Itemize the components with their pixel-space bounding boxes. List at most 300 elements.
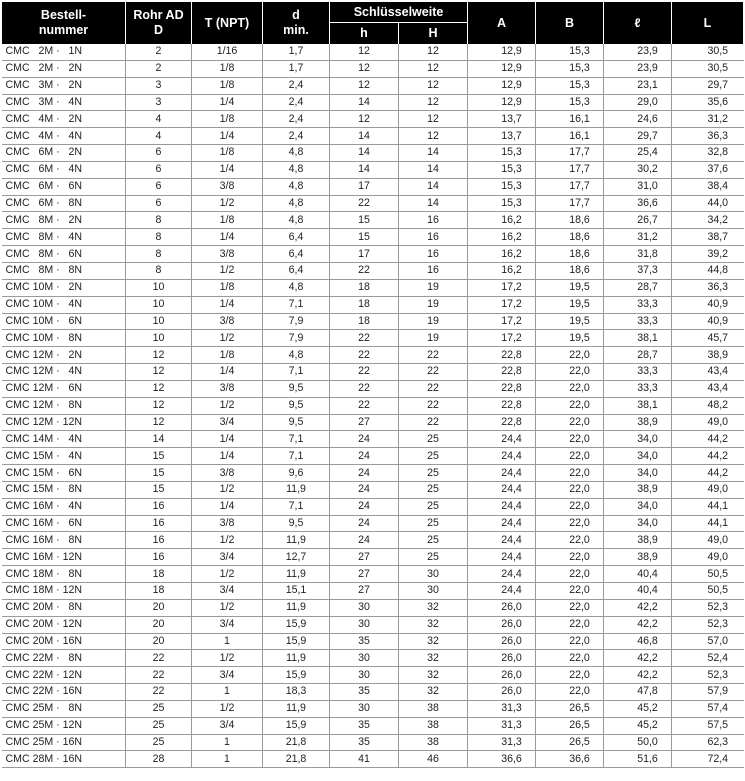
cell-a: 12,9 bbox=[468, 94, 536, 111]
cell-h-big: 22 bbox=[399, 364, 468, 381]
cell-t-npt: 3/4 bbox=[192, 717, 263, 734]
cell-t-npt: 3/4 bbox=[192, 667, 263, 684]
cell-d-min: 9,5 bbox=[263, 380, 330, 397]
cell-h-small: 30 bbox=[330, 616, 399, 633]
cell-rohr-ad: 6 bbox=[126, 161, 192, 178]
cell-l: 38,7 bbox=[672, 229, 744, 246]
table-row bbox=[2, 481, 744, 498]
table-row bbox=[2, 380, 744, 397]
cell-rohr-ad: 25 bbox=[126, 700, 192, 717]
cell-a: 22,8 bbox=[468, 364, 536, 381]
cell-l: 32,8 bbox=[672, 145, 744, 162]
cell-b: 26,5 bbox=[536, 717, 604, 734]
cell-a: 22,8 bbox=[468, 414, 536, 431]
cell-d-min: 21,8 bbox=[263, 751, 330, 768]
cell-a: 31,3 bbox=[468, 700, 536, 717]
cell-rohr-ad: 22 bbox=[126, 650, 192, 667]
cell-b: 17,7 bbox=[536, 195, 604, 212]
cell-h-big: 38 bbox=[399, 734, 468, 751]
cell-t-npt: 1/2 bbox=[192, 481, 263, 498]
table-row bbox=[2, 650, 744, 667]
cell-d-min: 2,4 bbox=[263, 77, 330, 94]
cell-d-min: 2,4 bbox=[263, 128, 330, 145]
cell-h-big: 14 bbox=[399, 145, 468, 162]
cell-ell: 29,0 bbox=[604, 94, 672, 111]
cell-d-min: 9,5 bbox=[263, 414, 330, 431]
cell-t-npt: 3/4 bbox=[192, 583, 263, 600]
cell-a: 16,2 bbox=[468, 246, 536, 263]
cell-b: 19,5 bbox=[536, 296, 604, 313]
cell-a: 24,4 bbox=[468, 566, 536, 583]
cell-a: 15,3 bbox=[468, 145, 536, 162]
cell-d-min: 11,9 bbox=[263, 650, 330, 667]
cell-bestellnummer: CMC 8M · 8N bbox=[2, 262, 126, 279]
cell-h-big: 12 bbox=[399, 44, 468, 60]
cell-a: 24,4 bbox=[468, 448, 536, 465]
cell-t-npt: 1/4 bbox=[192, 161, 263, 178]
cell-l: 44,1 bbox=[672, 515, 744, 532]
cell-ell: 42,2 bbox=[604, 650, 672, 667]
cell-bestellnummer: CMC 3M · 4N bbox=[2, 94, 126, 111]
cell-rohr-ad: 8 bbox=[126, 262, 192, 279]
header-d-line2: min. bbox=[283, 23, 309, 37]
table-row bbox=[2, 532, 744, 549]
cell-rohr-ad: 28 bbox=[126, 751, 192, 768]
cell-t-npt: 1/2 bbox=[192, 262, 263, 279]
cell-t-npt: 1/2 bbox=[192, 532, 263, 549]
cell-l: 38,9 bbox=[672, 347, 744, 364]
header-d-min bbox=[263, 2, 330, 44]
cell-b: 22,0 bbox=[536, 616, 604, 633]
cell-bestellnummer: CMC 4M · 4N bbox=[2, 128, 126, 145]
cell-h-small: 22 bbox=[330, 397, 399, 414]
cell-rohr-ad: 4 bbox=[126, 128, 192, 145]
cell-t-npt: 1/8 bbox=[192, 111, 263, 128]
cell-bestellnummer: CMC 12M · 8N bbox=[2, 397, 126, 414]
cell-ell: 34,0 bbox=[604, 448, 672, 465]
cell-a: 17,2 bbox=[468, 313, 536, 330]
cell-l: 38,4 bbox=[672, 178, 744, 195]
cell-bestellnummer: CMC 12M · 6N bbox=[2, 380, 126, 397]
cell-h-big: 19 bbox=[399, 330, 468, 347]
cell-rohr-ad: 6 bbox=[126, 195, 192, 212]
cell-t-npt: 1/16 bbox=[192, 44, 263, 60]
header-schluesselweite: Schlüsselweite bbox=[330, 2, 468, 23]
cell-h-small: 12 bbox=[330, 44, 399, 60]
cell-bestellnummer: CMC 14M · 4N bbox=[2, 431, 126, 448]
cell-t-npt: 1/4 bbox=[192, 364, 263, 381]
cell-h-small: 15 bbox=[330, 212, 399, 229]
cell-a: 26,0 bbox=[468, 599, 536, 616]
cell-h-small: 14 bbox=[330, 94, 399, 111]
table-row bbox=[2, 279, 744, 296]
cell-l: 52,4 bbox=[672, 650, 744, 667]
cell-t-npt: 1/2 bbox=[192, 650, 263, 667]
cell-rohr-ad: 2 bbox=[126, 60, 192, 77]
table-row bbox=[2, 60, 744, 77]
cell-t-npt: 3/8 bbox=[192, 380, 263, 397]
cell-bestellnummer: CMC 12M · 4N bbox=[2, 364, 126, 381]
cell-b: 19,5 bbox=[536, 313, 604, 330]
cell-a: 13,7 bbox=[468, 128, 536, 145]
cell-h-big: 32 bbox=[399, 650, 468, 667]
cell-a: 26,0 bbox=[468, 616, 536, 633]
cell-d-min: 15,9 bbox=[263, 667, 330, 684]
cell-ell: 29,7 bbox=[604, 128, 672, 145]
cell-rohr-ad: 22 bbox=[126, 684, 192, 701]
cell-a: 17,2 bbox=[468, 279, 536, 296]
cell-h-big: 22 bbox=[399, 347, 468, 364]
cell-rohr-ad: 10 bbox=[126, 296, 192, 313]
cell-bestellnummer: CMC 2M · 2N bbox=[2, 60, 126, 77]
cell-h-big: 25 bbox=[399, 498, 468, 515]
cell-ell: 26,7 bbox=[604, 212, 672, 229]
cell-b: 22,0 bbox=[536, 347, 604, 364]
cell-d-min: 18,3 bbox=[263, 684, 330, 701]
cell-b: 18,6 bbox=[536, 229, 604, 246]
cell-rohr-ad: 12 bbox=[126, 380, 192, 397]
table-row bbox=[2, 599, 744, 616]
cell-h-big: 25 bbox=[399, 481, 468, 498]
cell-d-min: 2,4 bbox=[263, 94, 330, 111]
cell-l: 36,3 bbox=[672, 279, 744, 296]
cell-a: 24,4 bbox=[468, 515, 536, 532]
cell-h-big: 32 bbox=[399, 684, 468, 701]
cell-b: 17,7 bbox=[536, 161, 604, 178]
cell-l: 49,0 bbox=[672, 549, 744, 566]
cell-t-npt: 1/8 bbox=[192, 279, 263, 296]
cell-l: 43,4 bbox=[672, 364, 744, 381]
cell-t-npt: 1/8 bbox=[192, 60, 263, 77]
cell-d-min: 9,5 bbox=[263, 515, 330, 532]
cell-a: 24,4 bbox=[468, 549, 536, 566]
cell-h-big: 14 bbox=[399, 161, 468, 178]
cell-t-npt: 3/8 bbox=[192, 465, 263, 482]
table-row bbox=[2, 583, 744, 600]
cell-ell: 42,2 bbox=[604, 616, 672, 633]
cell-h-small: 12 bbox=[330, 111, 399, 128]
cell-b: 15,3 bbox=[536, 77, 604, 94]
cell-a: 24,4 bbox=[468, 481, 536, 498]
cell-t-npt: 1/4 bbox=[192, 229, 263, 246]
cell-h-big: 22 bbox=[399, 414, 468, 431]
cell-t-npt: 3/8 bbox=[192, 178, 263, 195]
table-row bbox=[2, 751, 744, 768]
cell-a: 22,8 bbox=[468, 380, 536, 397]
cell-d-min: 6,4 bbox=[263, 229, 330, 246]
cell-t-npt: 1 bbox=[192, 751, 263, 768]
cell-l: 57,9 bbox=[672, 684, 744, 701]
cell-a: 36,6 bbox=[468, 751, 536, 768]
cell-bestellnummer: CMC 20M · 16N bbox=[2, 633, 126, 650]
cell-a: 26,0 bbox=[468, 633, 536, 650]
header-d-line1: d bbox=[292, 8, 300, 22]
cell-d-min: 15,9 bbox=[263, 616, 330, 633]
cell-h-big: 32 bbox=[399, 667, 468, 684]
table-row bbox=[2, 616, 744, 633]
cell-b: 22,0 bbox=[536, 549, 604, 566]
header-t-npt: T (NPT) bbox=[192, 2, 263, 44]
cell-l: 31,2 bbox=[672, 111, 744, 128]
table-row bbox=[2, 246, 744, 263]
cell-a: 26,0 bbox=[468, 684, 536, 701]
cell-t-npt: 3/4 bbox=[192, 549, 263, 566]
cell-l: 44,8 bbox=[672, 262, 744, 279]
cell-h-small: 24 bbox=[330, 481, 399, 498]
header-ell: ℓ bbox=[604, 2, 672, 44]
cell-rohr-ad: 18 bbox=[126, 583, 192, 600]
cell-d-min: 7,1 bbox=[263, 364, 330, 381]
header-h-big: H bbox=[399, 23, 468, 45]
table-row bbox=[2, 77, 744, 94]
cell-ell: 37,3 bbox=[604, 262, 672, 279]
cell-ell: 30,2 bbox=[604, 161, 672, 178]
cell-d-min: 7,1 bbox=[263, 498, 330, 515]
table-row bbox=[2, 229, 744, 246]
cell-h-small: 24 bbox=[330, 515, 399, 532]
cell-bestellnummer: CMC 6M · 8N bbox=[2, 195, 126, 212]
cell-h-big: 25 bbox=[399, 465, 468, 482]
cell-rohr-ad: 20 bbox=[126, 633, 192, 650]
cell-h-small: 15 bbox=[330, 229, 399, 246]
cell-a: 16,2 bbox=[468, 229, 536, 246]
cell-l: 43,4 bbox=[672, 380, 744, 397]
cell-h-small: 27 bbox=[330, 414, 399, 431]
table-row bbox=[2, 94, 744, 111]
cell-ell: 42,2 bbox=[604, 667, 672, 684]
cell-rohr-ad: 12 bbox=[126, 414, 192, 431]
cell-h-small: 30 bbox=[330, 667, 399, 684]
cell-d-min: 11,9 bbox=[263, 599, 330, 616]
cell-h-big: 32 bbox=[399, 633, 468, 650]
cell-h-small: 18 bbox=[330, 313, 399, 330]
cell-ell: 31,8 bbox=[604, 246, 672, 263]
dimension-table-container bbox=[1, 2, 743, 768]
cell-rohr-ad: 15 bbox=[126, 448, 192, 465]
table-row bbox=[2, 347, 744, 364]
cell-ell: 45,2 bbox=[604, 700, 672, 717]
table-row bbox=[2, 549, 744, 566]
cell-ell: 34,0 bbox=[604, 498, 672, 515]
cell-b: 22,0 bbox=[536, 532, 604, 549]
cell-b: 18,6 bbox=[536, 246, 604, 263]
cell-d-min: 12,7 bbox=[263, 549, 330, 566]
header-b: B bbox=[536, 2, 604, 44]
cell-ell: 25,4 bbox=[604, 145, 672, 162]
cell-b: 22,0 bbox=[536, 515, 604, 532]
cell-t-npt: 1 bbox=[192, 734, 263, 751]
cell-t-npt: 1/2 bbox=[192, 566, 263, 583]
cell-h-small: 22 bbox=[330, 262, 399, 279]
cell-rohr-ad: 20 bbox=[126, 599, 192, 616]
cell-a: 15,3 bbox=[468, 195, 536, 212]
cell-bestellnummer: CMC 25M · 16N bbox=[2, 734, 126, 751]
cell-ell: 40,4 bbox=[604, 566, 672, 583]
cell-d-min: 4,8 bbox=[263, 195, 330, 212]
cell-a: 13,7 bbox=[468, 111, 536, 128]
cell-l: 40,9 bbox=[672, 296, 744, 313]
cell-b: 22,0 bbox=[536, 481, 604, 498]
cell-h-big: 14 bbox=[399, 178, 468, 195]
cell-h-big: 38 bbox=[399, 700, 468, 717]
cell-a: 12,9 bbox=[468, 60, 536, 77]
cell-ell: 33,3 bbox=[604, 364, 672, 381]
cell-h-big: 12 bbox=[399, 77, 468, 94]
cell-ell: 38,9 bbox=[604, 549, 672, 566]
cell-a: 31,3 bbox=[468, 734, 536, 751]
cell-b: 19,5 bbox=[536, 330, 604, 347]
cell-h-big: 19 bbox=[399, 313, 468, 330]
cell-d-min: 15,1 bbox=[263, 583, 330, 600]
cell-b: 22,0 bbox=[536, 599, 604, 616]
cell-bestellnummer: CMC 3M · 2N bbox=[2, 77, 126, 94]
cell-d-min: 4,8 bbox=[263, 279, 330, 296]
cell-h-big: 22 bbox=[399, 397, 468, 414]
cell-bestellnummer: CMC 10M · 4N bbox=[2, 296, 126, 313]
cell-a: 17,2 bbox=[468, 330, 536, 347]
cell-bestellnummer: CMC 15M · 4N bbox=[2, 448, 126, 465]
cell-t-npt: 1/4 bbox=[192, 94, 263, 111]
cell-l: 30,5 bbox=[672, 60, 744, 77]
cell-t-npt: 1/8 bbox=[192, 77, 263, 94]
cell-t-npt: 1/4 bbox=[192, 448, 263, 465]
cell-l: 44,2 bbox=[672, 431, 744, 448]
cell-a: 26,0 bbox=[468, 667, 536, 684]
cell-rohr-ad: 8 bbox=[126, 246, 192, 263]
cell-h-small: 24 bbox=[330, 532, 399, 549]
table-row bbox=[2, 161, 744, 178]
cell-l: 48,2 bbox=[672, 397, 744, 414]
cell-t-npt: 1/4 bbox=[192, 431, 263, 448]
table-row bbox=[2, 515, 744, 532]
cell-rohr-ad: 15 bbox=[126, 465, 192, 482]
cell-b: 16,1 bbox=[536, 111, 604, 128]
cell-l: 39,2 bbox=[672, 246, 744, 263]
cell-ell: 42,2 bbox=[604, 599, 672, 616]
cell-ell: 38,9 bbox=[604, 532, 672, 549]
table-row bbox=[2, 717, 744, 734]
cell-h-big: 38 bbox=[399, 717, 468, 734]
cell-l: 52,3 bbox=[672, 616, 744, 633]
table-row bbox=[2, 44, 744, 60]
table-row bbox=[2, 145, 744, 162]
cell-bestellnummer: CMC 8M · 6N bbox=[2, 246, 126, 263]
cell-d-min: 6,4 bbox=[263, 246, 330, 263]
cell-bestellnummer: CMC 16M · 4N bbox=[2, 498, 126, 515]
cell-b: 22,0 bbox=[536, 380, 604, 397]
cell-t-npt: 1/4 bbox=[192, 498, 263, 515]
cell-h-small: 30 bbox=[330, 700, 399, 717]
cell-a: 12,9 bbox=[468, 44, 536, 60]
cell-d-min: 4,8 bbox=[263, 178, 330, 195]
cell-bestellnummer: CMC 15M · 8N bbox=[2, 481, 126, 498]
cell-h-small: 14 bbox=[330, 145, 399, 162]
cell-d-min: 4,8 bbox=[263, 212, 330, 229]
cell-ell: 23,9 bbox=[604, 60, 672, 77]
cell-ell: 46,8 bbox=[604, 633, 672, 650]
cell-a: 16,2 bbox=[468, 262, 536, 279]
cell-ell: 38,1 bbox=[604, 330, 672, 347]
cell-bestellnummer: CMC 4M · 2N bbox=[2, 111, 126, 128]
cell-l: 50,5 bbox=[672, 583, 744, 600]
cell-rohr-ad: 20 bbox=[126, 616, 192, 633]
cell-b: 16,1 bbox=[536, 128, 604, 145]
cell-rohr-ad: 14 bbox=[126, 431, 192, 448]
cell-b: 19,5 bbox=[536, 279, 604, 296]
cell-ell: 47,8 bbox=[604, 684, 672, 701]
cell-ell: 34,0 bbox=[604, 465, 672, 482]
table-row bbox=[2, 262, 744, 279]
cell-a: 22,8 bbox=[468, 397, 536, 414]
cell-bestellnummer: CMC 16M · 8N bbox=[2, 532, 126, 549]
cell-t-npt: 1/2 bbox=[192, 700, 263, 717]
cell-bestellnummer: CMC 16M · 6N bbox=[2, 515, 126, 532]
cell-b: 18,6 bbox=[536, 212, 604, 229]
cell-bestellnummer: CMC 8M · 4N bbox=[2, 229, 126, 246]
cell-h-small: 35 bbox=[330, 684, 399, 701]
cell-a: 12,9 bbox=[468, 77, 536, 94]
cell-bestellnummer: CMC 10M · 2N bbox=[2, 279, 126, 296]
table-row bbox=[2, 364, 744, 381]
cell-b: 22,0 bbox=[536, 583, 604, 600]
cell-h-small: 30 bbox=[330, 599, 399, 616]
cell-bestellnummer: CMC 10M · 6N bbox=[2, 313, 126, 330]
cell-h-big: 16 bbox=[399, 262, 468, 279]
cell-h-big: 19 bbox=[399, 279, 468, 296]
cell-t-npt: 1/2 bbox=[192, 397, 263, 414]
cell-bestellnummer: CMC 8M · 2N bbox=[2, 212, 126, 229]
cell-a: 22,8 bbox=[468, 347, 536, 364]
table-row bbox=[2, 684, 744, 701]
cell-h-big: 16 bbox=[399, 229, 468, 246]
cell-rohr-ad: 16 bbox=[126, 498, 192, 515]
cell-b: 22,0 bbox=[536, 465, 604, 482]
cell-ell: 38,1 bbox=[604, 397, 672, 414]
cell-rohr-ad: 6 bbox=[126, 178, 192, 195]
cell-h-big: 16 bbox=[399, 246, 468, 263]
cell-d-min: 11,9 bbox=[263, 566, 330, 583]
cell-t-npt: 1/8 bbox=[192, 212, 263, 229]
cell-h-big: 32 bbox=[399, 616, 468, 633]
cell-ell: 23,1 bbox=[604, 77, 672, 94]
cell-h-big: 12 bbox=[399, 94, 468, 111]
cell-h-big: 22 bbox=[399, 380, 468, 397]
cell-bestellnummer: CMC 22M · 12N bbox=[2, 667, 126, 684]
cell-a: 24,4 bbox=[468, 465, 536, 482]
cell-h-small: 12 bbox=[330, 77, 399, 94]
cell-d-min: 1,7 bbox=[263, 44, 330, 60]
cell-a: 15,3 bbox=[468, 161, 536, 178]
cell-d-min: 7,9 bbox=[263, 313, 330, 330]
dimension-table bbox=[1, 2, 744, 768]
cell-bestellnummer: CMC 16M · 12N bbox=[2, 549, 126, 566]
cell-rohr-ad: 12 bbox=[126, 347, 192, 364]
cell-h-small: 22 bbox=[330, 195, 399, 212]
cell-t-npt: 1 bbox=[192, 684, 263, 701]
cell-d-min: 2,4 bbox=[263, 111, 330, 128]
header-rohr-ad bbox=[126, 2, 192, 44]
table-row bbox=[2, 296, 744, 313]
cell-rohr-ad: 3 bbox=[126, 94, 192, 111]
cell-l: 57,4 bbox=[672, 700, 744, 717]
cell-b: 22,0 bbox=[536, 684, 604, 701]
cell-l: 52,3 bbox=[672, 599, 744, 616]
cell-ell: 34,0 bbox=[604, 515, 672, 532]
cell-h-big: 30 bbox=[399, 566, 468, 583]
cell-d-min: 7,1 bbox=[263, 448, 330, 465]
cell-b: 22,0 bbox=[536, 667, 604, 684]
cell-h-big: 12 bbox=[399, 128, 468, 145]
